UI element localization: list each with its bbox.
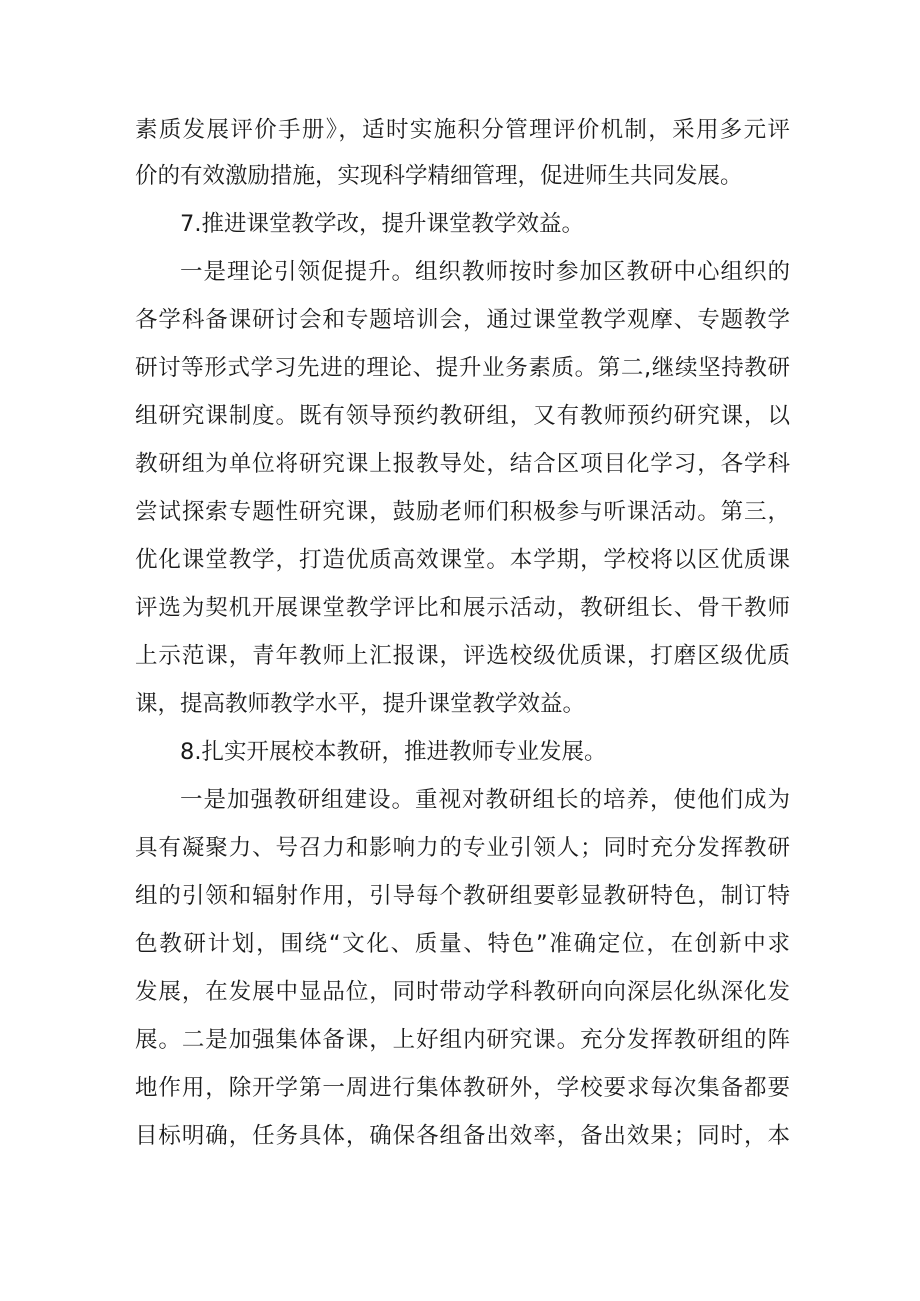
line-text: 发展，在发展中显品位，同时带动学科教研向向深层化纵深化发	[135, 979, 790, 1005]
heading-text: 8.扎实开展校本教研，推进教师专业发展。	[180, 739, 607, 765]
text-line	[0, 974, 920, 1010]
text-line	[0, 112, 920, 148]
text-line	[0, 926, 920, 962]
line-text: 教研组为单位将研究课上报教导处，结合区项目化学习，各学科	[135, 451, 790, 477]
line-text: 价的有效激励措施，实现科学精细管理，促进师生共同发展。	[135, 163, 743, 189]
line-text: 组研究课制度。既有领导预约教研组，又有教师预约研究课，以	[135, 403, 790, 429]
heading-text: 7.推进课堂教学改，提升课堂教学效益。	[180, 211, 584, 237]
line-text: 各学科备课研讨会和专题培训会，通过课堂教学观摩、专题教学	[135, 307, 790, 333]
line-text: 优化课堂教学，打造优质高效课堂。本学期，学校将以区优质课	[135, 547, 790, 573]
text-line	[0, 302, 920, 338]
text-line	[0, 494, 920, 530]
text-line	[0, 350, 920, 386]
text-line	[0, 878, 920, 914]
paragraph-first-line	[0, 254, 920, 290]
text-line	[0, 1118, 920, 1154]
text-line	[0, 638, 920, 674]
line-text: 一是理论引领促提升。组织教师按时参加区教研中心组织的	[180, 259, 790, 285]
line-text: 上示范课，青年教师上汇报课，评选校级优质课，打磨区级优质	[135, 643, 790, 669]
line-text: 组的引领和辐射作用，引导每个教研组要彰显教研特色，制订特	[135, 883, 790, 909]
line-text: 课，提高教师教学水平，提升课堂教学效益。	[135, 691, 586, 717]
text-line	[0, 1070, 920, 1106]
text-line	[0, 830, 920, 866]
line-text: 目标明确，任务具体，确保各组备出效率，备出效果；同时，本	[135, 1123, 790, 1149]
line-text: 素质发展评价手册》，适时实施积分管理评价机制，采用多元评	[135, 117, 790, 143]
line-text: 具有凝聚力、号召力和影响力的专业引领人；同时充分发挥教研	[135, 835, 790, 861]
text-line	[0, 542, 920, 578]
line-text: 尝试探索专题性研究课，鼓励老师们积极参与听课活动。第三，	[135, 499, 790, 525]
text-line	[0, 398, 920, 434]
line-text: 色教研计划，围绕“文化、质量、特色”准确定位，在创新中求	[135, 931, 790, 957]
line-text: 评选为契机开展课堂教学评比和展示活动，教研组长、骨干教师	[135, 595, 790, 621]
line-text: 一是加强教研组建设。重视对教研组长的培养，使他们成为	[180, 787, 790, 813]
line-text: 展。二是加强集体备课，上好组内研究课。充分发挥教研组的阵	[135, 1027, 790, 1053]
paragraph-first-line	[0, 782, 920, 818]
line-text: 地作用，除开学第一周进行集体教研外，学校要求每次集备都要	[135, 1075, 790, 1101]
text-line	[0, 1022, 920, 1058]
line-text: 研讨等形式学习先进的理论、提升业务素质。第二,继续坚持教研	[135, 355, 790, 381]
text-line	[0, 446, 920, 482]
text-line	[0, 590, 920, 626]
